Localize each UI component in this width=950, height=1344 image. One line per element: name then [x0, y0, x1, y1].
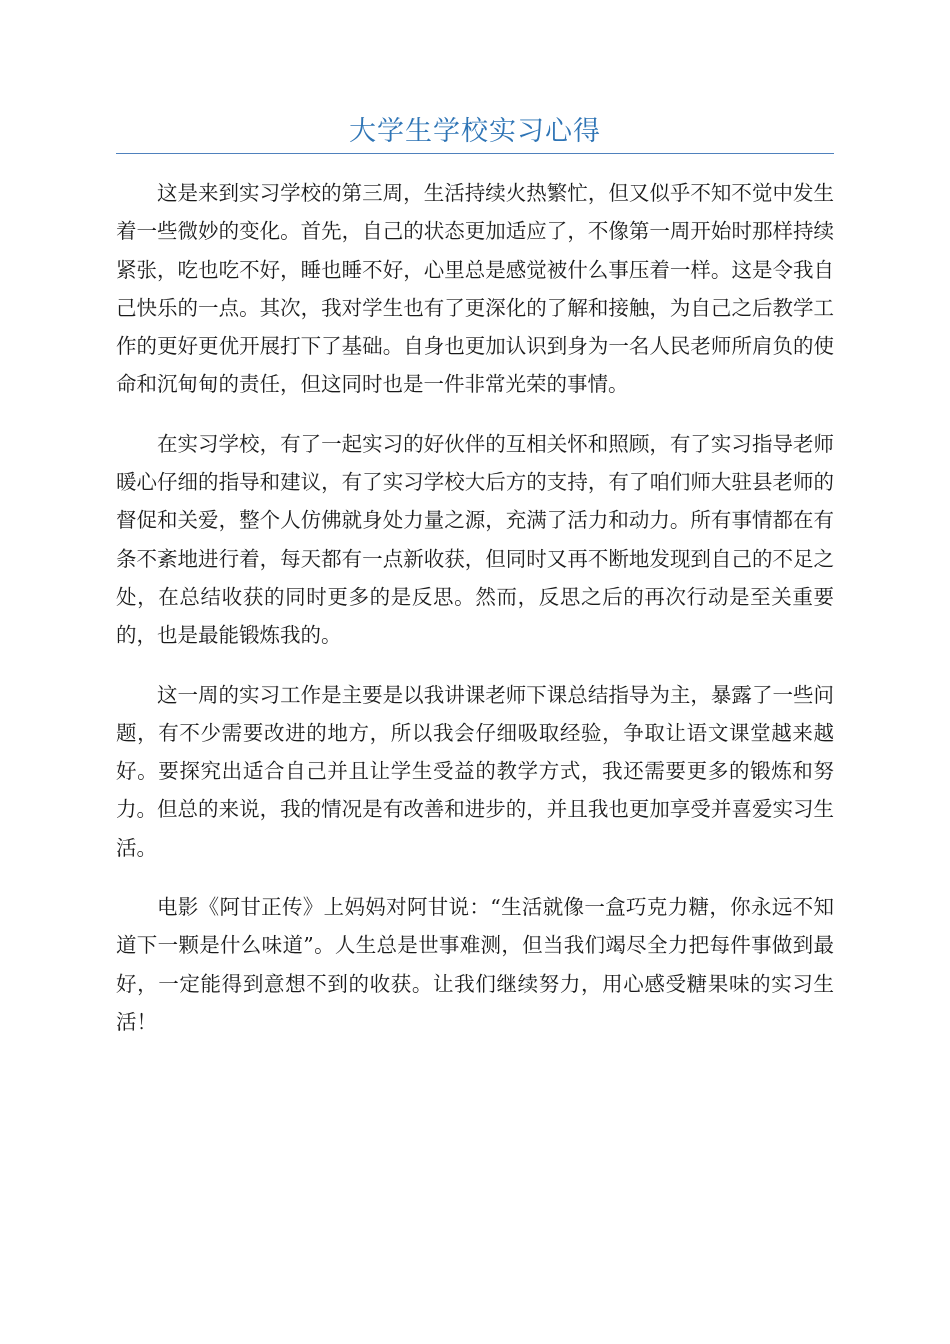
- paragraph-2: 在实习学校，有了一起实习的好伙伴的互相关怀和照顾，有了实习指导老师暖心仔细的指导和建议，有了实习学校大后方的支持，有了咱们师大驻县老师的督促和关爱，整个人仿佛就身处力量之源，充满了活力和动力。所有事情都在有条不紊地进行着，每天都有一点新收获，但同时又再不断地发现到自己的不足之处，在总结收获的同时更多的是反思。然而，反思之后的再次行动是至关重要的，也是最能锻炼我的。: [116, 431, 834, 648]
- paragraph-4: 电影《阿甘正传》上妈妈对阿甘说：“生活就像一盒巧克力糖，你永远不知道下一颗是什么味道”。人生总是世事难测，但当我们竭尽全力把每件事做到最好，一定能得到意想不到的收获。让我们继续努力，用心感受糖果味的实习生活！: [116, 895, 834, 1034]
- paragraph-3: 这一周的实习工作是主要是以我讲课老师下课总结指导为主，暴露了一些问题，有不少需要改进的地方，所以我会仔细吸取经验，争取让语文课堂越来越好。要探究出适合自己并且让学生受益的教学方式，我还需要更多的锻炼和努力。但总的来说，我的情况是有改善和进步的，并且我也更加享受并喜爱实习生活。: [116, 682, 834, 860]
- paragraph-1: 这是来到实习学校的第三周，生活持续火热繁忙，但又似乎不知不觉中发生着一些微妙的变化。首先，自己的状态更加适应了，不像第一周开始时那样持续紧张，吃也吃不好，睡也睡不好，心里总是感觉被什么事压着一样。这是令我自己快乐的一点。其次，我对学生也有了更深化的了解和接触，为自己之后教学工作的更好更优开展打下了基础。自身也更加认识到身为一名人民老师所肩负的使命和沉甸甸的责任，但这同时也是一件非常光荣的事情。: [116, 181, 834, 397]
- document-body: [116, 174, 834, 1062]
- document-title: 大学生学校实习心得: [349, 116, 601, 147]
- title-divider: [116, 153, 834, 154]
